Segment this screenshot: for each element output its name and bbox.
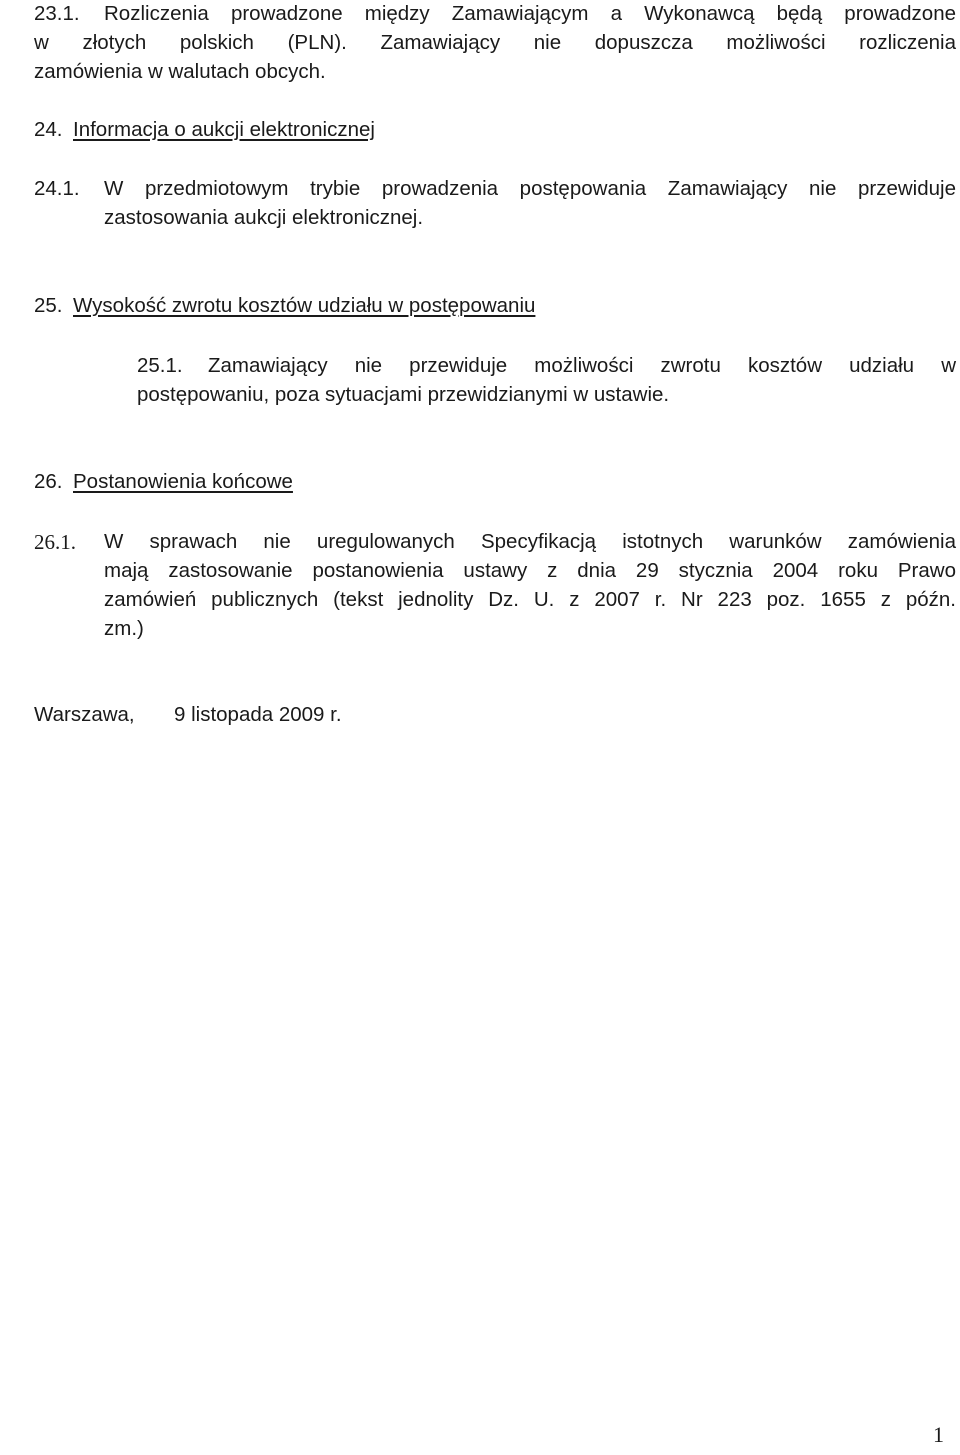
paragraph-26-1-line-3: zamówień publicznych (tekst jednolity Dz. U. z 2007 r. Nr 223 poz. 1655 z późn. xyxy=(104,588,956,611)
paragraph-24-1-line-2: zastosowania aukcji elektronicznej. xyxy=(104,206,424,229)
page-number: 1 xyxy=(933,1422,944,1447)
paragraph-number-26-1: 26.1. xyxy=(34,530,76,554)
section-number-26: 26. xyxy=(34,470,63,493)
paragraph-number-23-1: 23.1. xyxy=(34,2,80,25)
paragraph-26-1-line-2: mają zastosowanie postanowienia ustawy z dnia 29 stycznia 2004 roku Prawo xyxy=(104,559,956,582)
paragraph-24-1-line-1: W przedmiotowym trybie prowadzenia postępowania Zamawiający nie przewiduje xyxy=(104,177,956,200)
section-title-25: Wysokość zwrotu kosztów udziału w postępowaniu xyxy=(73,294,536,317)
paragraph-26-1-line-4: zm.) xyxy=(104,617,144,640)
section-number-25: 25. xyxy=(34,294,63,317)
paragraph-23-1-line-1: Rozliczenia prowadzone między Zamawiającym a Wykonawcą będą prowadzone xyxy=(104,2,956,25)
paragraph-25-1-line-2: postępowaniu, poza sytuacjami przewidzianymi w ustawie. xyxy=(137,383,670,406)
paragraph-26-1-line-1: W sprawach nie uregulowanych Specyfikacją istotnych warunków zamówienia xyxy=(104,530,956,553)
paragraph-number-25-1: 25.1. xyxy=(137,354,183,377)
closing-place: Warszawa, xyxy=(34,703,135,726)
paragraph-23-1-line-3: zamówienia w walutach obcych. xyxy=(34,60,326,83)
closing-date: 9 listopada 2009 r. xyxy=(174,703,342,726)
section-title-24: Informacja o aukcji elektronicznej xyxy=(73,118,375,141)
section-number-24: 24. xyxy=(34,118,63,141)
paragraph-number-24-1: 24.1. xyxy=(34,177,80,200)
section-title-26: Postanowienia końcowe xyxy=(73,470,293,493)
paragraph-23-1-line-2: w złotych polskich (PLN). Zamawiający nie dopuszcza możliwości rozliczenia xyxy=(34,31,956,54)
paragraph-25-1-line-1: Zamawiający nie przewiduje możliwości zwrotu kosztów udziału w xyxy=(208,354,956,377)
